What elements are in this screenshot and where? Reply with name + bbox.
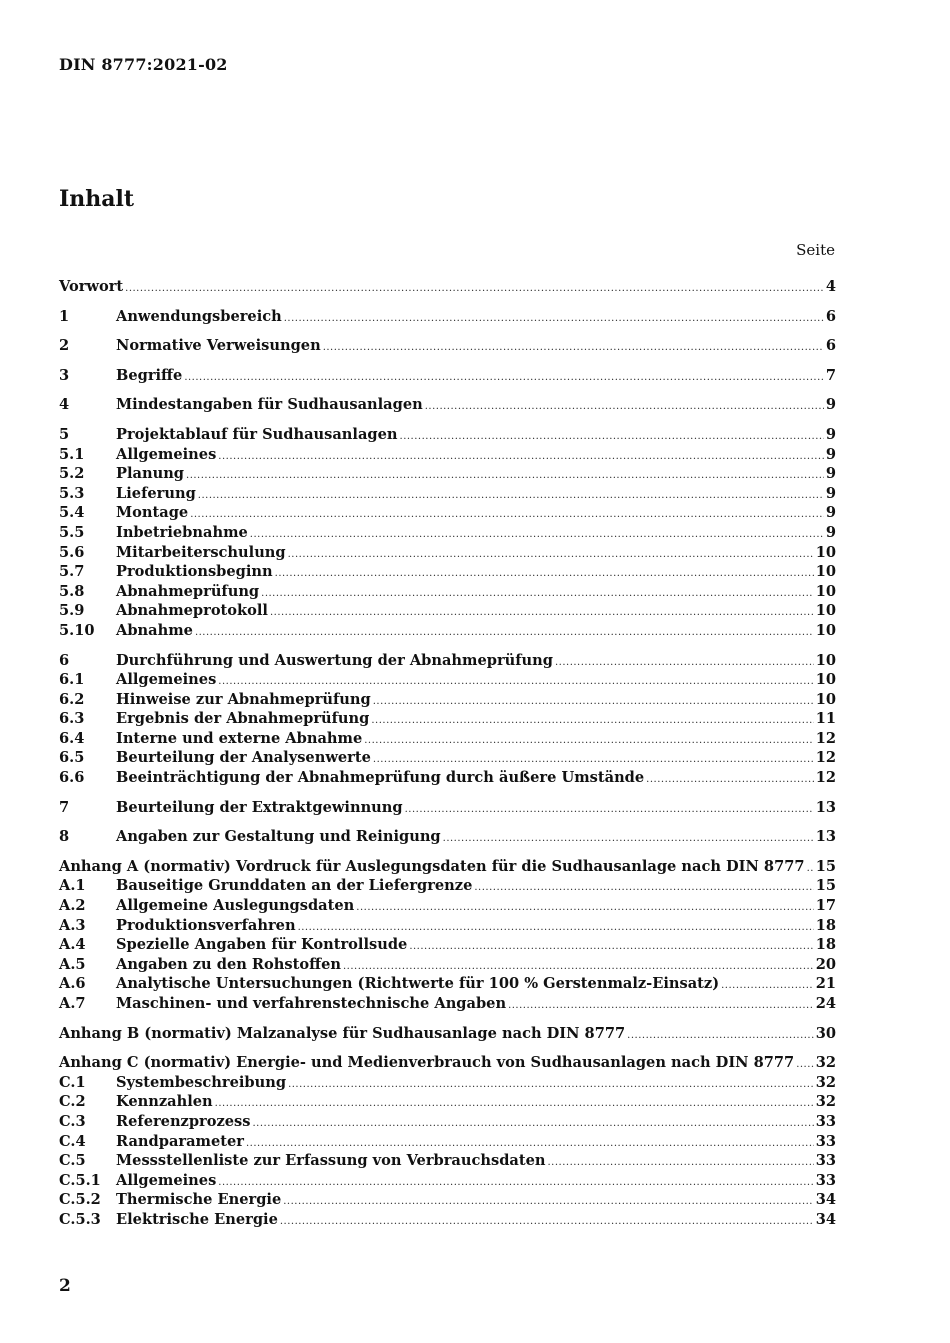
- toc-entry-title: Abnahme: [116, 621, 193, 639]
- toc-entry[interactable]: [59, 622, 836, 642]
- toc-entry-number: 5: [59, 425, 70, 443]
- toc-entry-title: Maschinen- und verfahrenstechnische Angaben: [116, 995, 507, 1012]
- toc-entry-page: 34: [815, 1191, 836, 1209]
- toc-entry[interactable]: [59, 446, 836, 466]
- toc-leader-dots: [323, 342, 824, 353]
- toc-entry[interactable]: [59, 426, 836, 446]
- toc-entry-page: 33: [815, 1132, 836, 1150]
- toc-leader-dots: [288, 1079, 814, 1090]
- toc-entry-title: Durchführung und Auswertung der Abnahmeprüfung: [116, 651, 553, 669]
- toc-entry-page: 20: [815, 955, 836, 973]
- toc-entry-number: 6: [59, 651, 70, 669]
- toc-entry-page: 18: [815, 916, 836, 934]
- toc-leader-dots: [508, 1000, 814, 1011]
- toc-leader-dots: [474, 882, 813, 893]
- toc-entry-number: 3: [59, 366, 70, 384]
- toc-leader-dots: [555, 657, 814, 668]
- toc-entry-title: Allgemeines: [116, 445, 217, 463]
- toc-entry-page: 9: [825, 396, 836, 414]
- toc-entry-page: 10: [815, 651, 836, 669]
- toc-leader-dots: [548, 1157, 814, 1168]
- toc-leader-dots: [721, 980, 814, 991]
- toc-entry[interactable]: [59, 1093, 836, 1113]
- toc-entry-number: C.5: [59, 1152, 86, 1170]
- toc-entry-page: 21: [815, 975, 836, 993]
- toc-entry-title: Interne und externe Abnahme: [116, 729, 363, 747]
- toc-entry[interactable]: [59, 799, 836, 819]
- toc-entry-number: 5.5: [59, 523, 85, 541]
- toc-entry[interactable]: [59, 917, 836, 937]
- toc-entry[interactable]: [59, 1172, 836, 1192]
- toc-entry-number: 8: [59, 828, 70, 846]
- toc-entry-title: Systembeschreibung: [116, 1073, 287, 1091]
- toc-entry-title: Anwendungsbereich: [116, 307, 282, 325]
- toc-entry-title: Abnahmeprüfung: [116, 582, 260, 600]
- toc-entry-number: 5.6: [59, 543, 85, 561]
- toc-entry-page: 13: [815, 798, 836, 816]
- toc-entry-number: 5.3: [59, 484, 85, 502]
- toc-entry-page: 7: [825, 366, 836, 384]
- toc-entry-number: 6.1: [59, 671, 85, 689]
- toc-entry-number: C.5.3: [59, 1210, 101, 1228]
- toc-entry-title: Ergebnis der Abnahmeprüfung: [116, 710, 370, 728]
- toc-entry-number: 5.10: [59, 621, 95, 639]
- toc-entry[interactable]: [59, 1074, 836, 1094]
- toc-entry-title: Produktionsverfahren: [116, 916, 296, 934]
- toc-entry[interactable]: [59, 1211, 836, 1231]
- toc-entry[interactable]: [59, 975, 836, 995]
- table-of-contents: [59, 278, 836, 1231]
- toc-leader-dots: [261, 588, 814, 599]
- toc-leader-dots: [373, 754, 814, 765]
- toc-entry-title: Angaben zur Gestaltung und Reinigung: [116, 828, 441, 846]
- toc-entry-title: Kennzahlen: [116, 1093, 213, 1111]
- toc-entry-page: 9: [825, 504, 836, 522]
- toc-leader-dots: [218, 451, 824, 462]
- toc-entry-page: 12: [815, 749, 836, 767]
- toc-entry-title: Lieferung: [116, 484, 196, 502]
- toc-leader-dots: [184, 372, 824, 383]
- toc-entry-page: 10: [815, 602, 836, 620]
- toc-entry[interactable]: [59, 1152, 836, 1172]
- toc-entry-title: Allgemeines: [116, 671, 217, 689]
- toc-entry[interactable]: [59, 583, 836, 603]
- toc-leader-dots: [186, 470, 824, 481]
- toc-entry[interactable]: [59, 936, 836, 956]
- toc-entry[interactable]: [59, 897, 836, 917]
- toc-entry-page: 15: [815, 857, 836, 875]
- toc-leader-dots: [280, 1216, 814, 1227]
- toc-leader-dots: [627, 1030, 814, 1041]
- toc-leader-dots: [270, 607, 814, 618]
- toc-entry-page: 32: [815, 1093, 836, 1111]
- toc-entry-page: 10: [815, 690, 836, 708]
- toc-entry[interactable]: [59, 465, 836, 485]
- toc-entry-title: Produktionsbeginn: [116, 563, 273, 581]
- toc-entry[interactable]: [59, 337, 836, 357]
- toc-entry-page: 10: [815, 582, 836, 600]
- toc-leader-dots: [356, 902, 813, 913]
- toc-entry-title: Allgemeines: [116, 1171, 217, 1189]
- toc-entry-title: Normative Verweisungen: [116, 337, 321, 355]
- toc-leader-dots: [364, 735, 813, 746]
- toc-entry[interactable]: [59, 749, 836, 769]
- toc-entry-page: 24: [815, 995, 836, 1012]
- toc-entry-title: Beurteilung der Extraktgewinnung: [116, 798, 403, 816]
- toc-entry-title: Hinweise zur Abnahmeprüfung: [116, 690, 371, 708]
- toc-entry-page: 9: [825, 484, 836, 502]
- toc-entry-title: Thermische Energie: [116, 1191, 282, 1209]
- toc-leader-dots: [400, 431, 824, 442]
- toc-entry-number: 5.9: [59, 602, 85, 620]
- toc-entry-page: 10: [815, 671, 836, 689]
- toc-entry-title: Referenzprozess: [116, 1112, 251, 1130]
- toc-entry-number: 5.1: [59, 445, 85, 463]
- toc-entry-title: Randparameter: [116, 1132, 244, 1150]
- toc-entry[interactable]: [59, 1113, 836, 1133]
- toc-leader-dots: [405, 804, 814, 815]
- toc-entry-page: 12: [815, 729, 836, 747]
- toc-leader-dots: [343, 961, 814, 972]
- toc-entry-page: 17: [815, 897, 836, 915]
- toc-entry-title: Anhang C (normativ) Energie- und Medienverbrauch von Sudhausanlagen nach DIN 8777: [59, 1054, 795, 1072]
- toc-entry-title: Bauseitige Grunddaten an der Liefergrenze: [116, 877, 473, 895]
- toc-leader-dots: [195, 627, 814, 638]
- toc-entry[interactable]: [59, 1025, 836, 1045]
- toc-entry[interactable]: [59, 1191, 836, 1211]
- toc-leader-dots: [215, 1098, 814, 1109]
- toc-entry-page: 32: [815, 1073, 836, 1091]
- toc-leader-dots: [807, 863, 814, 874]
- toc-entry-page: 6: [825, 307, 836, 325]
- toc-entry-number: C.1: [59, 1073, 86, 1091]
- toc-entry-number: A.6: [59, 975, 86, 993]
- toc-entry-page: 9: [825, 465, 836, 483]
- toc-entry[interactable]: [59, 652, 836, 672]
- toc-entry-title: Mitarbeiterschulung: [116, 543, 286, 561]
- toc-entry-title: Allgemeine Auslegungsdaten: [116, 897, 355, 915]
- toc-leader-dots: [298, 922, 814, 933]
- toc-entry[interactable]: [59, 544, 836, 564]
- toc-entry-page: 18: [815, 936, 836, 954]
- toc-entry[interactable]: [59, 278, 836, 298]
- toc-entry-page: 11: [815, 710, 836, 728]
- toc-entry-page: 13: [815, 828, 836, 846]
- toc-entry-number: C.5.2: [59, 1191, 101, 1209]
- toc-entry-title: Vorwort: [59, 278, 124, 295]
- toc-entry[interactable]: [59, 730, 836, 750]
- toc-leader-dots: [246, 1138, 814, 1149]
- toc-leader-dots: [252, 1118, 813, 1129]
- toc-leader-dots: [443, 833, 814, 844]
- toc-entry-number: 5.8: [59, 582, 85, 600]
- toc-entry[interactable]: [59, 308, 836, 328]
- page-column-label: Seite: [796, 241, 835, 259]
- toc-entry-number: C.4: [59, 1132, 86, 1150]
- toc-entry-number: A.5: [59, 955, 86, 973]
- toc-entry-page: 33: [815, 1171, 836, 1189]
- toc-leader-dots: [371, 715, 813, 726]
- page-title: Inhalt: [59, 186, 135, 212]
- toc-leader-dots: [288, 549, 814, 560]
- toc-leader-dots: [646, 774, 814, 785]
- toc-entry-number: A.1: [59, 877, 86, 895]
- toc-entry-page: 10: [815, 563, 836, 581]
- toc-entry[interactable]: [59, 858, 836, 878]
- toc-entry[interactable]: [59, 602, 836, 622]
- toc-entry-number: 5.7: [59, 563, 85, 581]
- toc-entry-page: 9: [825, 425, 836, 443]
- toc-leader-dots: [373, 696, 814, 707]
- toc-entry-number: 6.6: [59, 769, 85, 787]
- toc-leader-dots: [198, 490, 824, 501]
- toc-entry-page: 9: [825, 523, 836, 541]
- toc-entry-title: Projektablauf für Sudhausanlagen: [116, 425, 398, 443]
- toc-entry-page: 34: [815, 1210, 836, 1228]
- toc-entry-page: 32: [815, 1054, 836, 1072]
- toc-leader-dots: [283, 1196, 813, 1207]
- toc-entry[interactable]: [59, 367, 836, 387]
- toc-entry[interactable]: [59, 485, 836, 505]
- toc-leader-dots: [190, 509, 824, 520]
- toc-leader-dots: [250, 529, 824, 540]
- toc-entry-number: C.5.1: [59, 1171, 101, 1189]
- toc-entry-title: Angaben zu den Rohstoffen: [116, 955, 341, 973]
- toc-entry[interactable]: [59, 828, 836, 848]
- toc-entry-number: A.2: [59, 897, 86, 915]
- page-number: 2: [59, 1276, 71, 1296]
- toc-entry-page: 4: [825, 278, 836, 295]
- toc-entry-number: 5.4: [59, 504, 85, 522]
- toc-entry[interactable]: [59, 396, 836, 416]
- toc-entry-number: 6.5: [59, 749, 85, 767]
- toc-entry[interactable]: [59, 1054, 836, 1074]
- toc-entry[interactable]: [59, 769, 836, 789]
- toc-entry[interactable]: [59, 524, 836, 544]
- toc-entry-number: 6.4: [59, 729, 85, 747]
- toc-entry-title: Mindestangaben für Sudhausanlagen: [116, 396, 423, 414]
- toc-entry[interactable]: [59, 563, 836, 583]
- toc-entry-number: 4: [59, 396, 70, 414]
- toc-entry-title: Inbetriebnahme: [116, 523, 248, 541]
- toc-entry-number: A.7: [59, 995, 86, 1012]
- toc-entry-number: A.3: [59, 916, 86, 934]
- toc-entry-title: Abnahmeprotokoll: [116, 602, 268, 620]
- toc-entry[interactable]: [59, 671, 836, 691]
- document-id: DIN 8777:2021-02: [59, 55, 228, 74]
- toc-entry-title: Begriffe: [116, 366, 183, 384]
- toc-entry-title: Elektrische Energie: [116, 1210, 278, 1228]
- toc-entry-title: Montage: [116, 504, 189, 522]
- toc-entry-title: Planung: [116, 465, 185, 483]
- toc-entry-title: Beurteilung der Analysenwerte: [116, 749, 371, 767]
- toc-leader-dots: [218, 676, 813, 687]
- toc-entry-number: 6.3: [59, 710, 85, 728]
- toc-entry-number: 6.2: [59, 690, 85, 708]
- toc-entry-title: Messstellenliste zur Erfassung von Verbrauchsdaten: [116, 1152, 546, 1170]
- toc-leader-dots: [218, 1177, 813, 1188]
- toc-entry[interactable]: [59, 504, 836, 524]
- toc-entry-page: 10: [815, 621, 836, 639]
- toc-entry-number: C.2: [59, 1093, 86, 1111]
- toc-entry-page: 9: [825, 445, 836, 463]
- toc-leader-dots: [275, 568, 814, 579]
- toc-entry[interactable]: [59, 710, 836, 730]
- toc-leader-dots: [425, 401, 824, 412]
- toc-entry-page: 30: [815, 1024, 836, 1042]
- toc-entry-title: Anhang A (normativ) Vordruck für Auslegungsdaten für die Sudhausanlage nach DIN 8777: [59, 857, 805, 875]
- toc-entry[interactable]: [59, 877, 836, 897]
- toc-entry-title: Anhang B (normativ) Malzanalyse für Sudhausanlage nach DIN 8777: [59, 1024, 626, 1042]
- toc-leader-dots: [125, 283, 824, 294]
- toc-entry-number: A.4: [59, 936, 86, 954]
- toc-entry[interactable]: [59, 691, 836, 711]
- toc-entry-page: 33: [815, 1152, 836, 1170]
- toc-entry-number: 2: [59, 337, 70, 355]
- toc-entry[interactable]: [59, 956, 836, 976]
- toc-entry-page: 6: [825, 337, 836, 355]
- toc-entry-page: 33: [815, 1112, 836, 1130]
- toc-entry-page: 12: [815, 769, 836, 787]
- toc-entry-page: 15: [815, 877, 836, 895]
- toc-leader-dots: [796, 1059, 813, 1070]
- toc-entry-title: Beeinträchtigung der Abnahmeprüfung durch äußere Umstände: [116, 769, 645, 787]
- toc-entry[interactable]: [59, 995, 836, 1015]
- toc-entry-number: C.3: [59, 1112, 86, 1130]
- toc-entry-title: Analytische Untersuchungen (Richtwerte für 100 % Gerstenmalz-Einsatz): [116, 975, 720, 993]
- toc-entry-number: 1: [59, 307, 70, 325]
- toc-entry-page: 10: [815, 543, 836, 561]
- toc-entry-number: 7: [59, 798, 70, 816]
- toc-entry-number: 5.2: [59, 465, 85, 483]
- toc-leader-dots: [284, 313, 824, 324]
- toc-entry-title: Spezielle Angaben für Kontrollsude: [116, 936, 408, 954]
- toc-leader-dots: [409, 941, 813, 952]
- toc-entry[interactable]: [59, 1133, 836, 1153]
